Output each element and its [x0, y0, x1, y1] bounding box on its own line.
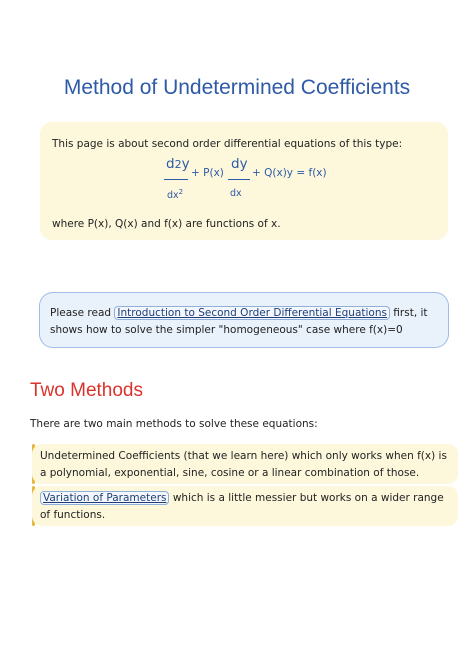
qx-term: + Q(x)y = f(x): [252, 167, 327, 179]
dx-denominator: dx: [230, 188, 242, 199]
variation-of-parameters-link[interactable]: Variation of Parameters: [40, 491, 169, 505]
intro-second-order-link[interactable]: Introduction to Second Order Differential Equations: [114, 306, 390, 320]
functions-note: where P(x), Q(x) and f(x) are functions of x.: [52, 218, 281, 230]
equation-intro: This page is about second order differential equations of this type:: [52, 138, 403, 150]
prerequisite-note: [39, 292, 449, 348]
section-heading: Two Methods: [30, 380, 143, 401]
dy-numerator: dy: [231, 156, 248, 172]
dx2-denominator: $dx^2$: [167, 188, 184, 202]
note-text-before: Please read: [50, 307, 115, 319]
fraction-bar: [228, 179, 250, 180]
method-variation-of-parameters: [32, 486, 458, 526]
note-text-after: first, it shows how to solve the simpler "homogeneous" case where f(x)=0: [50, 307, 428, 336]
px-term: + P(x): [191, 167, 224, 179]
fraction-bar: [164, 179, 188, 180]
equation-box: [40, 122, 448, 240]
method-text: Undetermined Coefficients (that we learn here) which only works when f(x) is a polynomial, exponential, sine, cosine or a linear combination of those.: [40, 450, 447, 479]
method-undetermined-coefficients: [32, 444, 458, 484]
page-title: Method of Undetermined Coefficients: [63, 76, 411, 99]
d2y-numerator: d2y: [166, 156, 190, 172]
section-intro: There are two main methods to solve these equations:: [30, 418, 318, 430]
method-text: which is a little messier but works on a wider range of functions.: [40, 492, 444, 521]
